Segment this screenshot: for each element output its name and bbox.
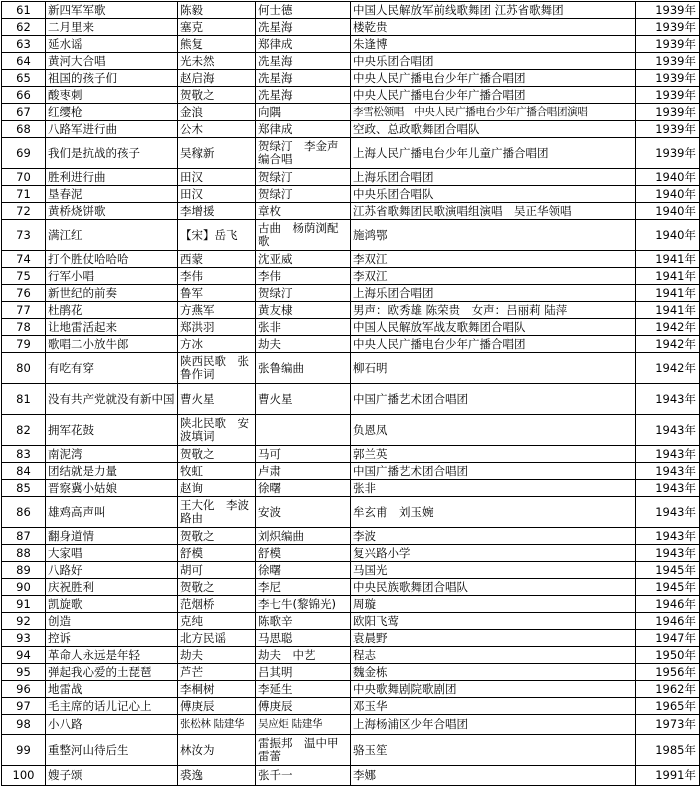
year-cell: 1939年 (636, 19, 700, 36)
song-title-cell: 创造 (46, 613, 178, 630)
table-row (2, 480, 700, 497)
lyricist-cell: 吴稼新 (178, 138, 256, 169)
year-cell: 1940年 (636, 169, 700, 186)
performer-cell: 柳石明 (351, 353, 636, 384)
lyricist-cell: 方燕军 (178, 302, 256, 319)
lyricist-cell: 北方民谣 (178, 630, 256, 647)
composer-cell: 马思聪 (256, 630, 351, 647)
performer-cell: 上海乐团合唱团 (351, 169, 636, 186)
composer-cell: 马可 (256, 446, 351, 463)
composer-cell: 沈亚威 (256, 251, 351, 268)
row-number-cell: 65 (2, 70, 46, 87)
lyricist-cell: 裘逸 (178, 766, 256, 786)
performer-cell: 空政、总政歌舞团合唱队 (351, 121, 636, 138)
composer-cell: 傅庚辰 (256, 698, 351, 715)
song-title-cell: 垦春泥 (46, 186, 178, 203)
row-number-cell: 92 (2, 613, 46, 630)
year-cell: 1942年 (636, 353, 700, 384)
year-cell: 1943年 (636, 384, 700, 415)
composer-cell: 张非 (256, 319, 351, 336)
performer-cell: 马国光 (351, 562, 636, 579)
composer-cell: 冼星海 (256, 53, 351, 70)
performer-cell: 程志 (351, 647, 636, 664)
row-number-cell: 93 (2, 630, 46, 647)
performer-cell: 中央乐团合唱团 (351, 53, 636, 70)
row-number-cell: 91 (2, 596, 46, 613)
table-row (2, 664, 700, 681)
composer-cell: 冼星海 (256, 87, 351, 104)
composer-cell: 贺绿汀 李金声编合唱 (256, 138, 351, 169)
table-row (2, 384, 700, 415)
row-number-cell: 76 (2, 285, 46, 302)
performer-cell: 中国广播艺术团合唱团 (351, 384, 636, 415)
table-row (2, 70, 700, 87)
lyricist-cell: 方冰 (178, 336, 256, 353)
table-row (2, 336, 700, 353)
row-number-cell: 62 (2, 19, 46, 36)
song-title-cell: 杜鹃花 (46, 302, 178, 319)
year-cell: 1939年 (636, 87, 700, 104)
year-cell: 1940年 (636, 186, 700, 203)
table-row (2, 104, 700, 121)
song-title-cell: 嫂子颂 (46, 766, 178, 786)
year-cell: 1943年 (636, 463, 700, 480)
row-number-cell: 78 (2, 319, 46, 336)
performer-cell: 魏金栋 (351, 664, 636, 681)
lyricist-cell: 李桐树 (178, 681, 256, 698)
song-title-cell: 团结就是力量 (46, 463, 178, 480)
year-cell: 1962年 (636, 681, 700, 698)
year-cell: 1943年 (636, 480, 700, 497)
performer-cell: 男声：欧秀雄 陈荣贵 女声：吕丽莉 陆萍 (351, 302, 636, 319)
table-row (2, 220, 700, 251)
year-cell: 1939年 (636, 104, 700, 121)
year-cell: 1943年 (636, 528, 700, 545)
row-number-cell: 96 (2, 681, 46, 698)
composer-cell: 贺绿汀 (256, 285, 351, 302)
year-cell: 1973年 (636, 715, 700, 735)
year-cell: 1939年 (636, 138, 700, 169)
table-row (2, 562, 700, 579)
song-title-cell: 有吃有穿 (46, 353, 178, 384)
song-title-cell: 行军小唱 (46, 268, 178, 285)
row-number-cell: 64 (2, 53, 46, 70)
performer-cell: 楼乾贵 (351, 19, 636, 36)
composer-cell: 徐曙 (256, 562, 351, 579)
performer-cell: 中国广播艺术团合唱团 (351, 463, 636, 480)
table-row (2, 268, 700, 285)
table-row (2, 415, 700, 446)
row-number-cell: 79 (2, 336, 46, 353)
row-number-cell: 75 (2, 268, 46, 285)
row-number-cell: 98 (2, 715, 46, 735)
composer-cell: 章枚 (256, 203, 351, 220)
performer-cell: 上海人民广播电台少年儿童广播合唱团 (351, 138, 636, 169)
year-cell: 1956年 (636, 664, 700, 681)
table-row (2, 766, 700, 786)
table-row (2, 169, 700, 186)
performer-cell: 施鸿鄂 (351, 220, 636, 251)
row-number-cell: 80 (2, 353, 46, 384)
performer-cell: 李波 (351, 528, 636, 545)
performer-cell: 欧阳飞莺 (351, 613, 636, 630)
row-number-cell: 68 (2, 121, 46, 138)
year-cell: 1943年 (636, 545, 700, 562)
table-row (2, 497, 700, 528)
table-row (2, 2, 700, 19)
lyricist-cell: 贺敬之 (178, 446, 256, 463)
performer-cell: 中央乐团合唱队 (351, 186, 636, 203)
performer-cell: 骆玉笙 (351, 735, 636, 766)
song-title-cell: 酸枣刺 (46, 87, 178, 104)
song-title-cell: 翻身道情 (46, 528, 178, 545)
song-title-cell: 满江红 (46, 220, 178, 251)
lyricist-cell: 金浪 (178, 104, 256, 121)
performer-cell: 李双江 (351, 251, 636, 268)
table-row (2, 579, 700, 596)
song-title-cell: 没有共产党就没有新中国 (46, 384, 178, 415)
song-title-cell: 让地雷活起来 (46, 319, 178, 336)
performer-cell: 李雪松领唱 中央人民广播电台少年广播合唱团演唱 (351, 104, 636, 121)
song-title-cell: 二月里来 (46, 19, 178, 36)
table-row (2, 353, 700, 384)
year-cell: 1946年 (636, 596, 700, 613)
performer-cell: 中央民族歌舞团合唱队 (351, 579, 636, 596)
lyricist-cell: 牧虹 (178, 463, 256, 480)
year-cell: 1985年 (636, 735, 700, 766)
year-cell: 1946年 (636, 613, 700, 630)
song-title-cell: 凯旋歌 (46, 596, 178, 613)
table-row (2, 681, 700, 698)
row-number-cell: 74 (2, 251, 46, 268)
year-cell: 1991年 (636, 766, 700, 786)
composer-cell: 冼星海 (256, 70, 351, 87)
table-row (2, 545, 700, 562)
composer-cell: 冼星海 (256, 19, 351, 36)
performer-cell: 邓玉华 (351, 698, 636, 715)
composer-cell: 李七牛(黎锦光) (256, 596, 351, 613)
row-number-cell: 84 (2, 463, 46, 480)
performer-cell: 复兴路小学 (351, 545, 636, 562)
performer-cell: 袁晨野 (351, 630, 636, 647)
composer-cell: 李尼 (256, 579, 351, 596)
song-title-cell: 庆祝胜利 (46, 579, 178, 596)
song-title-cell: 新世纪的前奏 (46, 285, 178, 302)
lyricist-cell: 芦芒 (178, 664, 256, 681)
song-title-cell: 重整河山待后生 (46, 735, 178, 766)
lyricist-cell: 舒模 (178, 545, 256, 562)
song-title-cell: 歌唱二小放牛郎 (46, 336, 178, 353)
composer-cell: 贺绿汀 (256, 186, 351, 203)
performer-cell: 中央人民广播电台少年广播合唱团 (351, 336, 636, 353)
lyricist-cell: 陕西民歌 张鲁作词 (178, 353, 256, 384)
table-row (2, 138, 700, 169)
table-row (2, 285, 700, 302)
table-row (2, 87, 700, 104)
lyricist-cell: 陈毅 (178, 2, 256, 19)
lyricist-cell: 赵询 (178, 480, 256, 497)
lyricist-cell: 胡可 (178, 562, 256, 579)
row-number-cell: 77 (2, 302, 46, 319)
table-row (2, 121, 700, 138)
performer-cell: 中央人民广播电台少年广播合唱团 (351, 87, 636, 104)
song-title-cell: 八路军进行曲 (46, 121, 178, 138)
composer-cell: 何士德 (256, 2, 351, 19)
table-row (2, 698, 700, 715)
performer-cell: 上海乐团合唱团 (351, 285, 636, 302)
row-number-cell: 95 (2, 664, 46, 681)
table-row (2, 36, 700, 53)
song-title-cell: 小八路 (46, 715, 178, 735)
composer-cell: 李伟 (256, 268, 351, 285)
composer-cell: 古曲 杨荫浏配歌 (256, 220, 351, 251)
composer-cell: 劫夫 中艺 (256, 647, 351, 664)
row-number-cell: 100 (2, 766, 46, 786)
song-title-cell: 红缨枪 (46, 104, 178, 121)
table-row (2, 735, 700, 766)
year-cell: 1940年 (636, 220, 700, 251)
year-cell: 1943年 (636, 497, 700, 528)
song-title-cell: 控诉 (46, 630, 178, 647)
performer-cell: 周璇 (351, 596, 636, 613)
song-title-cell: 延水谣 (46, 36, 178, 53)
row-number-cell: 66 (2, 87, 46, 104)
table-row (2, 319, 700, 336)
table-row (2, 596, 700, 613)
composer-cell: 徐曙 (256, 480, 351, 497)
performer-cell: 李娜 (351, 766, 636, 786)
table-row (2, 630, 700, 647)
performer-cell: 郭兰英 (351, 446, 636, 463)
performer-cell: 中国人民解放军前线歌舞团 江苏省歌舞团 (351, 2, 636, 19)
table-row (2, 613, 700, 630)
row-number-cell: 71 (2, 186, 46, 203)
performer-cell: 朱逢博 (351, 36, 636, 53)
year-cell: 1941年 (636, 285, 700, 302)
lyricist-cell: 张松林 陆建华 (178, 715, 256, 735)
lyricist-cell: 光未然 (178, 53, 256, 70)
lyricist-cell: 贺敬之 (178, 579, 256, 596)
table-row (2, 186, 700, 203)
composer-cell: 张鲁编曲 (256, 353, 351, 384)
composer-cell: 贺绿汀 (256, 169, 351, 186)
lyricist-cell: 王大化 李波路由 (178, 497, 256, 528)
lyricist-cell: 塞克 (178, 19, 256, 36)
table-row (2, 53, 700, 70)
song-table-body (2, 2, 700, 786)
year-cell: 1947年 (636, 630, 700, 647)
performer-cell: 中央人民广播电台少年广播合唱团 (351, 70, 636, 87)
composer-cell: 刘炽编曲 (256, 528, 351, 545)
table-row (2, 446, 700, 463)
composer-cell: 吕其明 (256, 664, 351, 681)
row-number-cell: 67 (2, 104, 46, 121)
song-title-cell: 晋察冀小姑娘 (46, 480, 178, 497)
lyricist-cell: 田汉 (178, 186, 256, 203)
table-row (2, 302, 700, 319)
song-title-cell: 祖国的孩子们 (46, 70, 178, 87)
year-cell: 1939年 (636, 53, 700, 70)
performer-cell: 江苏省歌舞团民歌演唱组演唱 吴正华领唱 (351, 203, 636, 220)
row-number-cell: 82 (2, 415, 46, 446)
table-row (2, 715, 700, 735)
song-title-cell: 黄河大合唱 (46, 53, 178, 70)
row-number-cell: 99 (2, 735, 46, 766)
lyricist-cell: 赵启海 (178, 70, 256, 87)
song-title-cell: 弹起我心爱的土琵琶 (46, 664, 178, 681)
performer-cell: 张非 (351, 480, 636, 497)
lyricist-cell: 范烟桥 (178, 596, 256, 613)
composer-cell: 郑律成 (256, 36, 351, 53)
row-number-cell: 88 (2, 545, 46, 562)
row-number-cell: 69 (2, 138, 46, 169)
table-row (2, 251, 700, 268)
performer-cell: 中国人民解放军战友歌舞团合唱队 (351, 319, 636, 336)
lyricist-cell: 李伟 (178, 268, 256, 285)
composer-cell: 吴应炬 陆建华 (256, 715, 351, 735)
row-number-cell: 86 (2, 497, 46, 528)
lyricist-cell: 贺敬之 (178, 87, 256, 104)
table-row (2, 19, 700, 36)
row-number-cell: 81 (2, 384, 46, 415)
performer-cell: 上海杨浦区少年合唱团 (351, 715, 636, 735)
lyricist-cell: 李增援 (178, 203, 256, 220)
year-cell: 1941年 (636, 251, 700, 268)
performer-cell: 负恩凤 (351, 415, 636, 446)
song-title-cell: 南泥湾 (46, 446, 178, 463)
song-title-cell: 八路好 (46, 562, 178, 579)
year-cell: 1939年 (636, 70, 700, 87)
year-cell: 1940年 (636, 203, 700, 220)
year-cell: 1945年 (636, 562, 700, 579)
row-number-cell: 89 (2, 562, 46, 579)
lyricist-cell: 克纯 (178, 613, 256, 630)
year-cell: 1942年 (636, 319, 700, 336)
year-cell: 1965年 (636, 698, 700, 715)
year-cell: 1943年 (636, 446, 700, 463)
composer-cell: 陈歌辛 (256, 613, 351, 630)
year-cell: 1942年 (636, 336, 700, 353)
composer-cell: 卢肃 (256, 463, 351, 480)
song-table (1, 1, 700, 786)
composer-cell (256, 415, 351, 446)
lyricist-cell: 郑洪羽 (178, 319, 256, 336)
row-number-cell: 87 (2, 528, 46, 545)
year-cell: 1945年 (636, 579, 700, 596)
lyricist-cell: 西蒙 (178, 251, 256, 268)
song-title-cell: 地雷战 (46, 681, 178, 698)
composer-cell: 李延生 (256, 681, 351, 698)
lyricist-cell: 贺敬之 (178, 528, 256, 545)
lyricist-cell: 【宋】岳飞 (178, 220, 256, 251)
lyricist-cell: 劫夫 (178, 647, 256, 664)
lyricist-cell: 公木 (178, 121, 256, 138)
row-number-cell: 90 (2, 579, 46, 596)
lyricist-cell: 陕北民歌 安波填词 (178, 415, 256, 446)
song-title-cell: 黄桥烧饼歌 (46, 203, 178, 220)
year-cell: 1939年 (636, 2, 700, 19)
composer-cell: 舒模 (256, 545, 351, 562)
table-row (2, 203, 700, 220)
row-number-cell: 85 (2, 480, 46, 497)
song-title-cell: 毛主席的话儿记心上 (46, 698, 178, 715)
year-cell: 1939年 (636, 36, 700, 53)
song-title-cell: 革命人永远是年轻 (46, 647, 178, 664)
year-cell: 1943年 (636, 415, 700, 446)
performer-cell: 李双江 (351, 268, 636, 285)
row-number-cell: 70 (2, 169, 46, 186)
composer-cell: 郑律成 (256, 121, 351, 138)
composer-cell: 安波 (256, 497, 351, 528)
composer-cell: 向隅 (256, 104, 351, 121)
row-number-cell: 72 (2, 203, 46, 220)
row-number-cell: 83 (2, 446, 46, 463)
lyricist-cell: 曹火星 (178, 384, 256, 415)
performer-cell: 牟玄甫 刘玉婉 (351, 497, 636, 528)
year-cell: 1950年 (636, 647, 700, 664)
composer-cell: 劫夫 (256, 336, 351, 353)
song-title-cell: 拥军花鼓 (46, 415, 178, 446)
song-title-cell: 大家唱 (46, 545, 178, 562)
composer-cell: 黄友棣 (256, 302, 351, 319)
lyricist-cell: 鲁军 (178, 285, 256, 302)
song-title-cell: 新四军军歌 (46, 2, 178, 19)
row-number-cell: 63 (2, 36, 46, 53)
row-number-cell: 73 (2, 220, 46, 251)
row-number-cell: 94 (2, 647, 46, 664)
song-title-cell: 胜利进行曲 (46, 169, 178, 186)
table-row (2, 463, 700, 480)
composer-cell: 曹火星 (256, 384, 351, 415)
composer-cell: 雷振邦 温中甲 雷蕾 (256, 735, 351, 766)
performer-cell: 中央歌舞剧院歌剧团 (351, 681, 636, 698)
song-title-cell: 打个胜仗哈哈哈 (46, 251, 178, 268)
year-cell: 1941年 (636, 268, 700, 285)
year-cell: 1941年 (636, 302, 700, 319)
row-number-cell: 61 (2, 2, 46, 19)
lyricist-cell: 熊复 (178, 36, 256, 53)
lyricist-cell: 田汉 (178, 169, 256, 186)
lyricist-cell: 林汝为 (178, 735, 256, 766)
row-number-cell: 97 (2, 698, 46, 715)
composer-cell: 张千一 (256, 766, 351, 786)
table-row (2, 528, 700, 545)
year-cell: 1939年 (636, 121, 700, 138)
table-row (2, 647, 700, 664)
song-title-cell: 雄鸡高声叫 (46, 497, 178, 528)
song-title-cell: 我们是抗战的孩子 (46, 138, 178, 169)
lyricist-cell: 傅庚辰 (178, 698, 256, 715)
